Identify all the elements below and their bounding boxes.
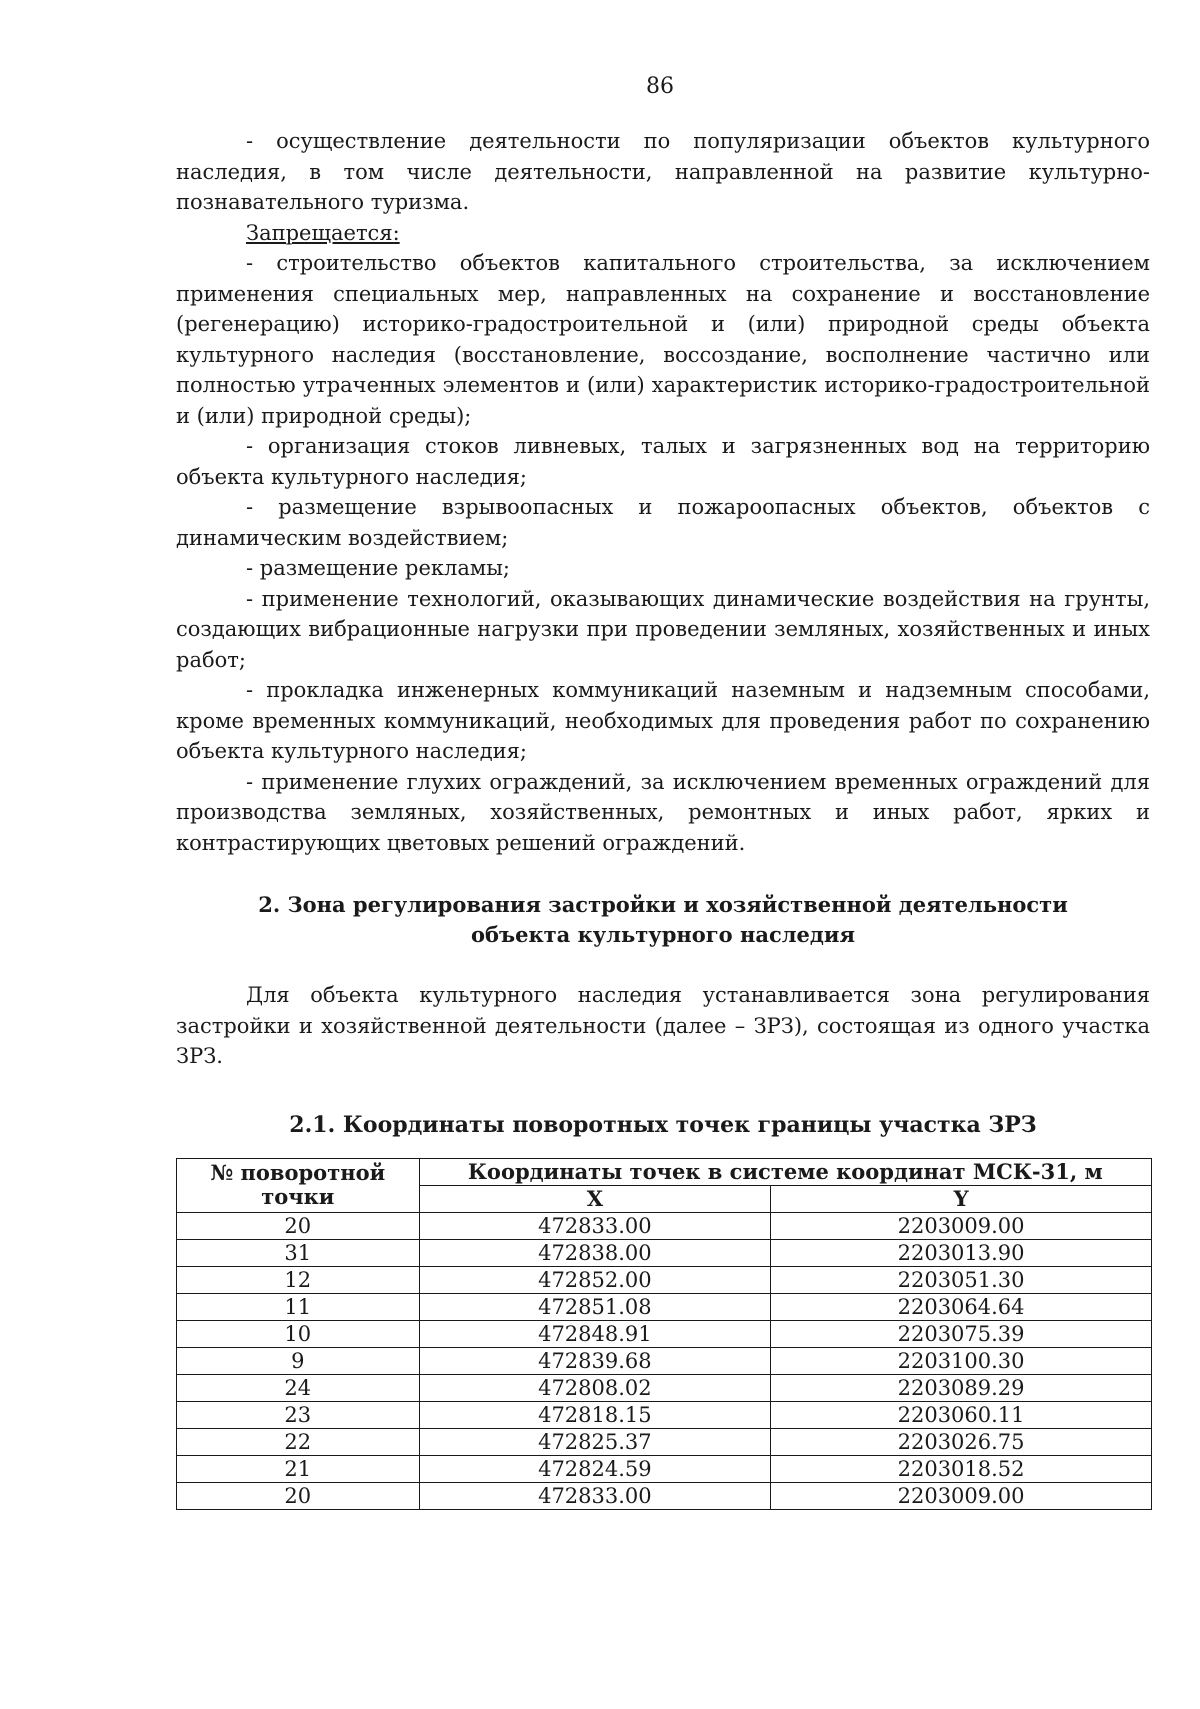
prohibited-item: - прокладка инженерных коммуникаций наземным и надземным способами, кроме временных коммуникаций, необходимых для проведения работ по сохранению объекта культурного наследия;	[176, 678, 1150, 763]
table-header-row	[177, 1158, 1152, 1185]
table-row	[177, 1212, 1152, 1239]
table-row	[177, 1374, 1152, 1401]
cell-point-number: 22	[177, 1428, 420, 1455]
cell-y: 2203100.30	[771, 1347, 1152, 1374]
cell-y: 2203051.30	[771, 1266, 1152, 1293]
cell-point-number: 10	[177, 1320, 420, 1347]
cell-y: 2203075.39	[771, 1320, 1152, 1347]
cell-point-number: 9	[177, 1347, 420, 1374]
prohibited-item: - размещение рекламы;	[246, 556, 510, 580]
cell-point-number: 31	[177, 1239, 420, 1266]
table-row	[177, 1455, 1152, 1482]
cell-point-number: 23	[177, 1401, 420, 1428]
cell-x: 472825.37	[419, 1428, 771, 1455]
cell-point-number: 20	[177, 1482, 420, 1509]
subsection-heading: 2.1. Координаты поворотных точек границы участка ЗРЗ	[289, 1111, 1037, 1138]
table-row	[177, 1266, 1152, 1293]
prohibited-item: - размещение взрывоопасных и пожароопасных объектов, объектов с динамическим воздействием;	[176, 495, 1150, 550]
cell-x: 472833.00	[419, 1212, 771, 1239]
cell-x: 472839.68	[419, 1347, 771, 1374]
header-y: Y	[771, 1185, 1152, 1212]
cell-x: 472833.00	[419, 1482, 771, 1509]
prohibited-item: - применение технологий, оказывающих динамические воздействия на грунты, создающих вибрационные нагрузки при проведении земляных, хозяйственных и иных работ;	[176, 586, 1150, 672]
cell-x: 472851.08	[419, 1293, 771, 1320]
paragraph-popularization: - осуществление деятельности по популяризации объектов культурного наследия, в том числе деятельности, направленной на развитие культурно-познавательного туризма.	[176, 129, 1150, 214]
cell-y: 2203009.00	[771, 1482, 1152, 1509]
cell-y: 2203060.11	[771, 1401, 1152, 1428]
cell-y: 2203013.90	[771, 1239, 1152, 1266]
section-heading: 2. Зона регулирования застройки и хозяйственной деятельности объекта культурного наследия	[258, 892, 1068, 947]
table-row	[177, 1239, 1152, 1266]
cell-y: 2203089.29	[771, 1374, 1152, 1401]
table-row	[177, 1293, 1152, 1320]
page-number: 86	[646, 74, 674, 99]
cell-x: 472838.00	[419, 1239, 771, 1266]
prohibited-heading: Запрещается:	[246, 220, 400, 245]
header-coordinates: Координаты точек в системе координат МСК-31, м	[419, 1158, 1151, 1185]
cell-x: 472818.15	[419, 1401, 771, 1428]
cell-x: 472824.59	[419, 1455, 771, 1482]
cell-point-number: 24	[177, 1374, 420, 1401]
table-body	[177, 1212, 1152, 1509]
section-intro: Для объекта культурного наследия устанавливается зона регулирования застройки и хозяйственной деятельности (далее – ЗРЗ), состоящая из одного участка ЗРЗ.	[176, 983, 1150, 1068]
table-row	[177, 1428, 1152, 1455]
cell-x: 472848.91	[419, 1320, 771, 1347]
prohibited-item: - строительство объектов капитального строительства, за исключением применения специальных мер, направленных на сохранение и восстановление (регенерацию) историко-градостроительной и (или) природной среды объекта культурного наследия (восстановление, воссоздание, восполнение частично или полностью утраченных элементов и (или) характеристик историко-градостроительной и (или) природной среды);	[176, 251, 1150, 428]
prohibited-item: - организация стоков ливневых, талых и загрязненных вод на территорию объекта культурного наследия;	[176, 434, 1150, 489]
cell-x: 472852.00	[419, 1266, 771, 1293]
cell-y: 2203026.75	[771, 1428, 1152, 1455]
header-x: X	[419, 1185, 771, 1212]
header-point-number: № поворотной точки	[177, 1158, 420, 1212]
cell-y: 2203064.64	[771, 1293, 1152, 1320]
cell-point-number: 21	[177, 1455, 420, 1482]
prohibited-item: - применение глухих ограждений, за исключением временных ограждений для производства земляных, хозяйственных, ремонтных и иных работ, ярких и контрастирующих цветовых решений ограждений.	[176, 769, 1150, 855]
table-row	[177, 1401, 1152, 1428]
cell-x: 472808.02	[419, 1374, 771, 1401]
table-row	[177, 1347, 1152, 1374]
cell-y: 2203018.52	[771, 1455, 1152, 1482]
cell-y: 2203009.00	[771, 1212, 1152, 1239]
cell-point-number: 12	[177, 1266, 420, 1293]
table-row	[177, 1320, 1152, 1347]
cell-point-number: 11	[177, 1293, 420, 1320]
coordinates-table	[176, 1158, 1152, 1510]
document-body	[176, 126, 1150, 1510]
table-row	[177, 1482, 1152, 1509]
cell-point-number: 20	[177, 1212, 420, 1239]
